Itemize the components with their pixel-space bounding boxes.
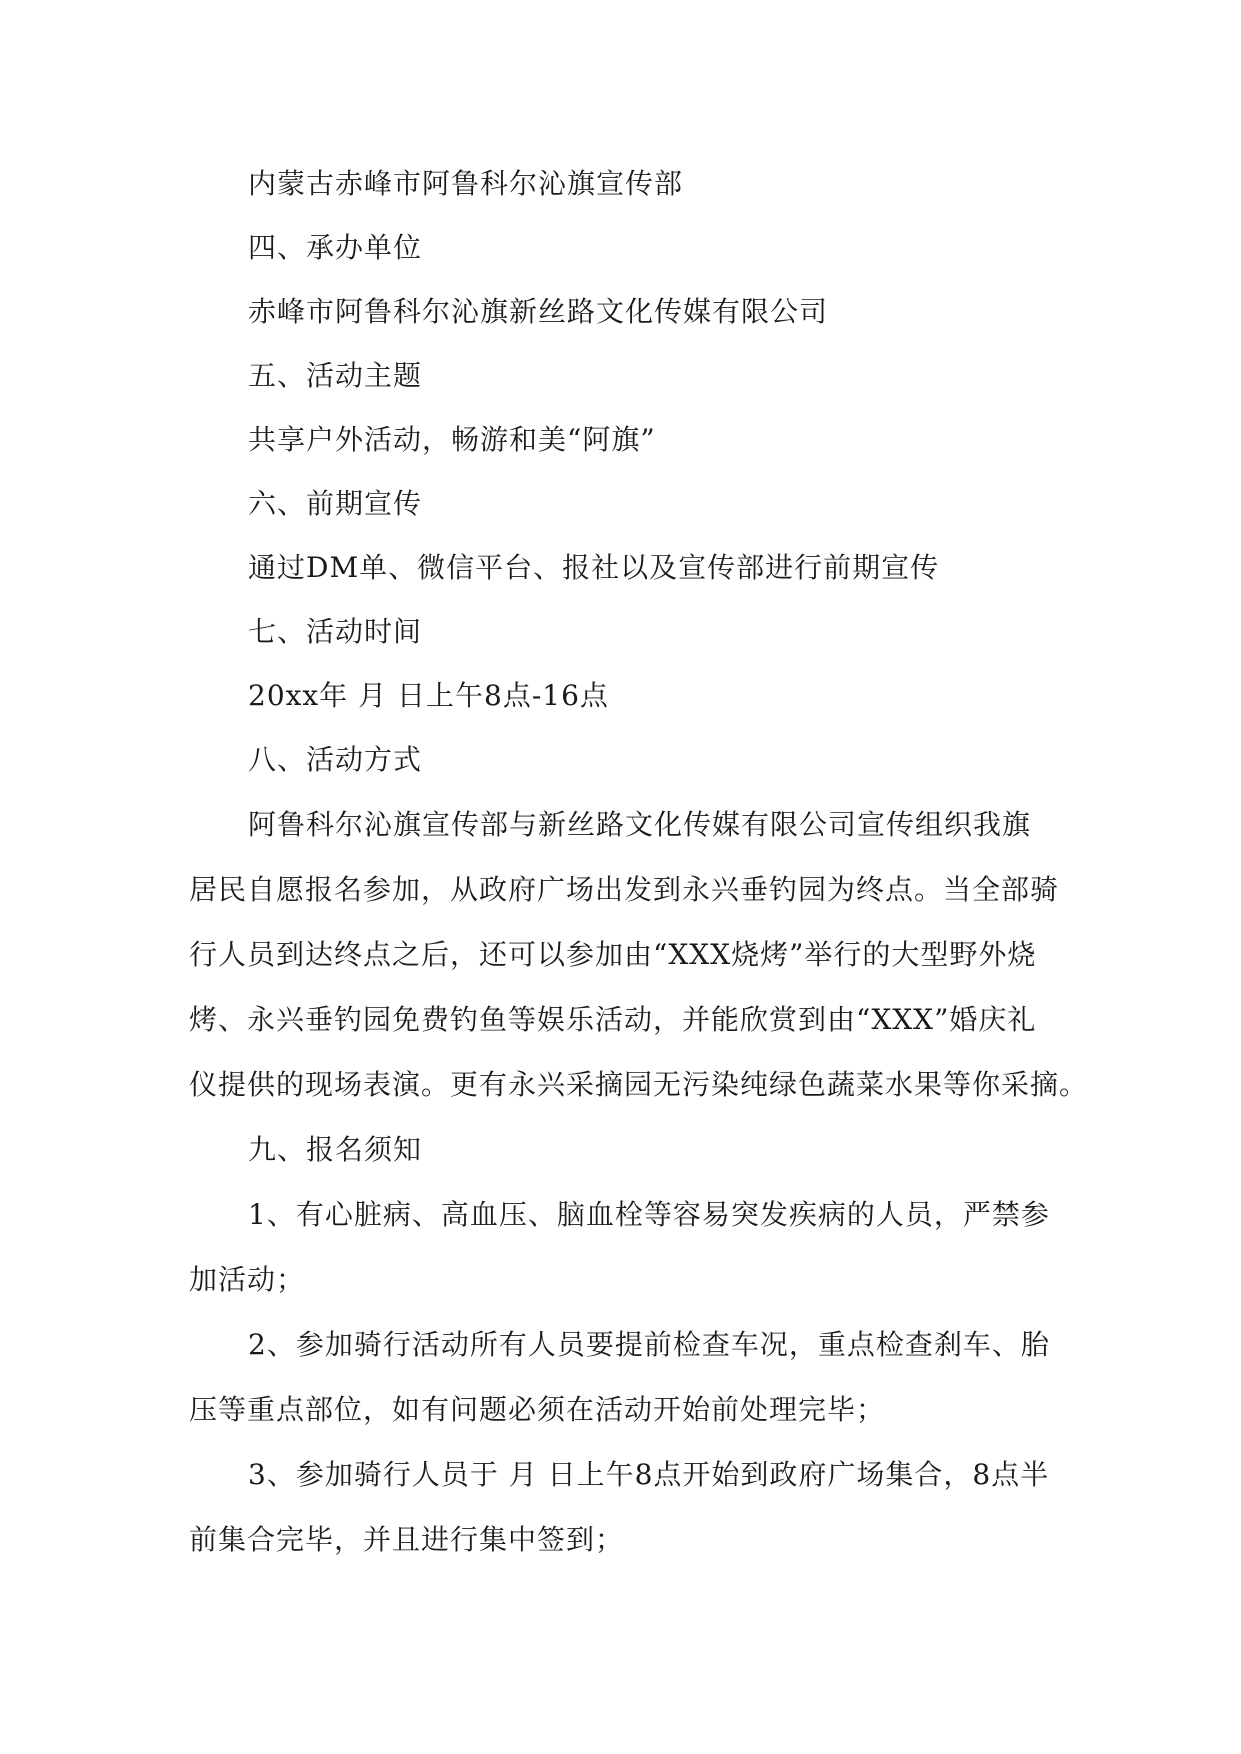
method-paragraph-line: 阿鲁科尔沁旗宣传部与新丝路文化传媒有限公司宣传组织我旗 xyxy=(248,808,1032,841)
section-heading-time: 七、活动时间 xyxy=(248,615,423,648)
organizer-name: 内蒙古赤峰市阿鲁科尔沁旗宣传部 xyxy=(248,167,684,200)
host-name: 赤峰市阿鲁科尔沁旗新丝路文化传媒有限公司 xyxy=(248,295,829,328)
notice-item-1-line: 加活动； xyxy=(189,1263,306,1296)
theme-text: 共享户外活动，畅游和美“阿旗” xyxy=(248,423,656,456)
notice-item-1-line: 1、有心脏病、高血压、脑血栓等容易突发疾病的人员，严禁参 xyxy=(248,1198,1050,1231)
notice-item-3-line: 3、参加骑行人员于 月 日上午8点开始到政府广场集合，8点半 xyxy=(248,1458,1050,1491)
method-paragraph-line: 仪提供的现场表演。更有永兴采摘园无污染纯绿色蔬菜水果等你采摘。 xyxy=(189,1068,1089,1101)
method-paragraph-line: 居民自愿报名参加，从政府广场出发到永兴垂钓园为终点。当全部骑 xyxy=(189,873,1060,906)
publicity-text: 通过DM单、微信平台、报社以及宣传部进行前期宣传 xyxy=(248,551,940,584)
section-heading-registration: 九、报名须知 xyxy=(248,1133,423,1166)
notice-item-3-line: 前集合完毕，并且进行集中签到； xyxy=(189,1523,625,1556)
section-heading-method: 八、活动方式 xyxy=(248,743,423,776)
section-heading-theme: 五、活动主题 xyxy=(248,359,423,392)
section-heading-publicity: 六、前期宣传 xyxy=(248,487,423,520)
section-heading-host: 四、承办单位 xyxy=(248,231,423,264)
time-text: 20xx年 月 日上午8点-16点 xyxy=(248,679,609,712)
notice-item-2-line: 2、参加骑行活动所有人员要提前检查车况，重点检查刹车、胎 xyxy=(248,1328,1050,1361)
method-paragraph-line: 行人员到达终点之后，还可以参加由“XXX烧烤”举行的大型野外烧 xyxy=(189,938,1037,971)
notice-item-2-line: 压等重点部位，如有问题必须在活动开始前处理完毕； xyxy=(189,1393,886,1426)
method-paragraph-line: 烤、永兴垂钓园免费钓鱼等娱乐活动，并能欣赏到由“XXX”婚庆礼 xyxy=(189,1003,1037,1036)
